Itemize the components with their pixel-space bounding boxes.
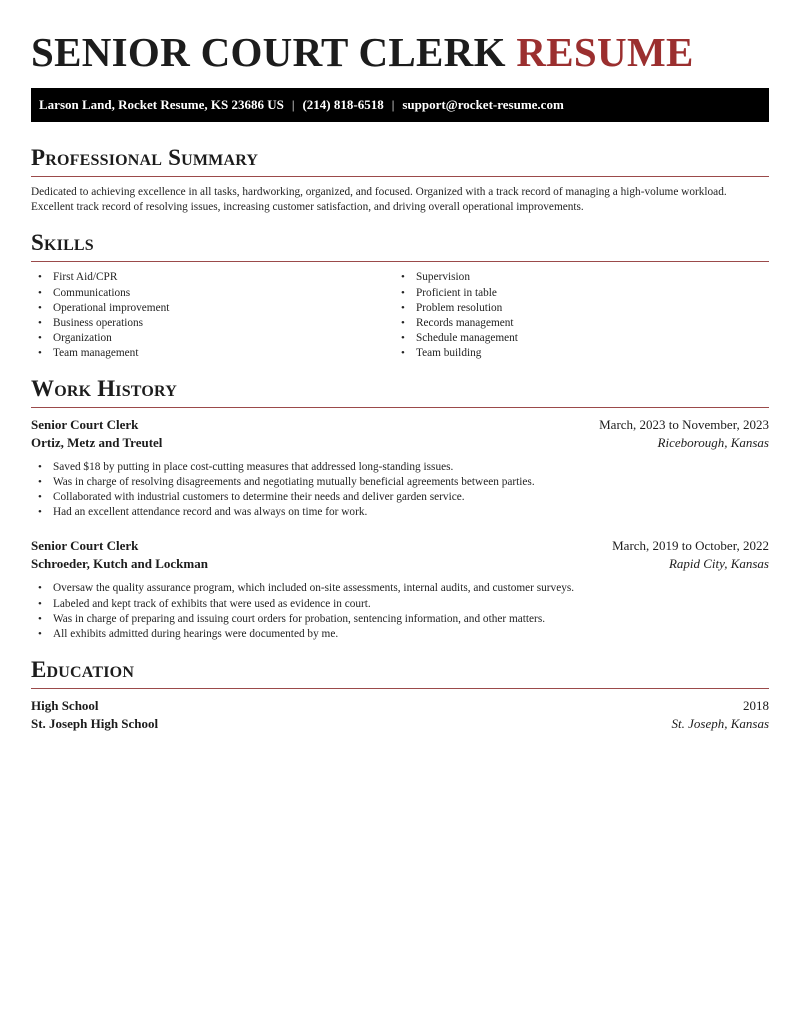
- contact-address: Larson Land, Rocket Resume, KS 23686 US: [39, 97, 284, 112]
- job-bullet: • Labeled and kept track of exhibits that were used as evidence in court.: [31, 597, 769, 612]
- job-bullet: • Collaborated with industrial customers to determine their needs and deliver garden service.: [31, 490, 769, 505]
- job-entry: [31, 416, 769, 521]
- section-heading: Skills: [31, 230, 94, 256]
- education-school-row: [31, 715, 769, 733]
- contact-separator: |: [391, 97, 395, 112]
- education-school: St. Joseph High School: [31, 716, 159, 732]
- job-bullet: • Had an excellent attendance record and was always on time for work.: [31, 505, 769, 520]
- education-year: 2018: [743, 698, 769, 714]
- job-location: Riceborough, Kansas: [657, 434, 769, 450]
- education-location: St. Joseph, Kansas: [671, 716, 769, 732]
- skill-item: • Records management: [394, 316, 757, 331]
- education-section: [31, 656, 769, 733]
- skill-item: • Operational improvement: [31, 301, 394, 316]
- section-divider: [31, 176, 769, 177]
- skill-item: • Proficient in table: [394, 286, 757, 301]
- job-title-row: [31, 416, 769, 434]
- education-degree-row: [31, 697, 769, 715]
- education-entry: [31, 697, 769, 733]
- summary-text: Dedicated to achieving excellence in all tasks, hardworking, organized, and focused. Organized with a track record of managing a high-volume workload. Excellent track record of resolving issues, increasing customer satisfaction, and driving overall operational improvements.: [31, 186, 727, 214]
- skills-grid: [31, 270, 769, 361]
- job-bullet: • All exhibits admitted during hearings were documented by me.: [31, 627, 769, 642]
- skills-section: [31, 229, 769, 361]
- job-location: Rapid City, Kansas: [668, 556, 769, 572]
- contact-bar: [31, 88, 769, 122]
- section-divider: [31, 261, 769, 262]
- section-heading: Professional Summary: [31, 145, 259, 170]
- skill-item: • First Aid/CPR: [31, 270, 394, 285]
- job-company: Ortiz, Metz and Treutel: [31, 434, 163, 450]
- job-dates: March, 2023 to November, 2023: [599, 416, 769, 432]
- professional-summary-section: [31, 144, 769, 215]
- skills-column-right: [394, 270, 757, 361]
- skill-item: • Team building: [394, 346, 757, 361]
- skills-column-left: [31, 270, 394, 361]
- job-bullets: [31, 581, 769, 642]
- skill-item: • Team management: [31, 346, 394, 361]
- job-company-row: [31, 434, 769, 452]
- skill-item: • Supervision: [394, 270, 757, 285]
- job-bullet: • Was in charge of preparing and issuing court orders for probation, sentencing information, and other matters.: [31, 612, 769, 627]
- section-divider: [31, 688, 769, 689]
- job-title: Senior Court Clerk: [31, 538, 139, 554]
- contact-separator: |: [291, 97, 295, 112]
- job-entry: [31, 537, 769, 642]
- skill-item: • Organization: [31, 331, 394, 346]
- contact-phone: (214) 818-6518: [302, 97, 384, 112]
- title-accent: RESUME: [516, 29, 694, 75]
- section-heading: Education: [31, 657, 135, 683]
- job-dates: March, 2019 to October, 2022: [612, 538, 769, 554]
- job-title: Senior Court Clerk: [31, 416, 139, 432]
- job-bullet: • Saved $18 by putting in place cost-cutting measures that addressed long-standing issues.: [31, 460, 769, 475]
- skill-item: • Schedule management: [394, 331, 757, 346]
- job-bullet: • Was in charge of resolving disagreements and negotiating mutually beneficial agreements between parties.: [31, 475, 769, 490]
- job-bullets: [31, 460, 769, 521]
- contact-email[interactable]: support@rocket-resume.com: [402, 97, 564, 112]
- title-main: SENIOR COURT CLERK: [31, 29, 506, 75]
- job-bullet: • Oversaw the quality assurance program, which included on-site assessments, internal audits, and customer surveys.: [31, 581, 769, 596]
- job-company-row: [31, 555, 769, 573]
- section-divider: [31, 407, 769, 408]
- resume-title: [31, 29, 769, 76]
- work-history-section: [31, 375, 769, 643]
- skill-item: • Communications: [31, 286, 394, 301]
- skill-item: • Business operations: [31, 316, 394, 331]
- section-heading: Work History: [31, 375, 177, 401]
- education-degree: High School: [31, 698, 99, 714]
- job-title-row: [31, 537, 769, 555]
- job-company: Schroeder, Kutch and Lockman: [31, 556, 208, 572]
- skill-item: • Problem resolution: [394, 301, 757, 316]
